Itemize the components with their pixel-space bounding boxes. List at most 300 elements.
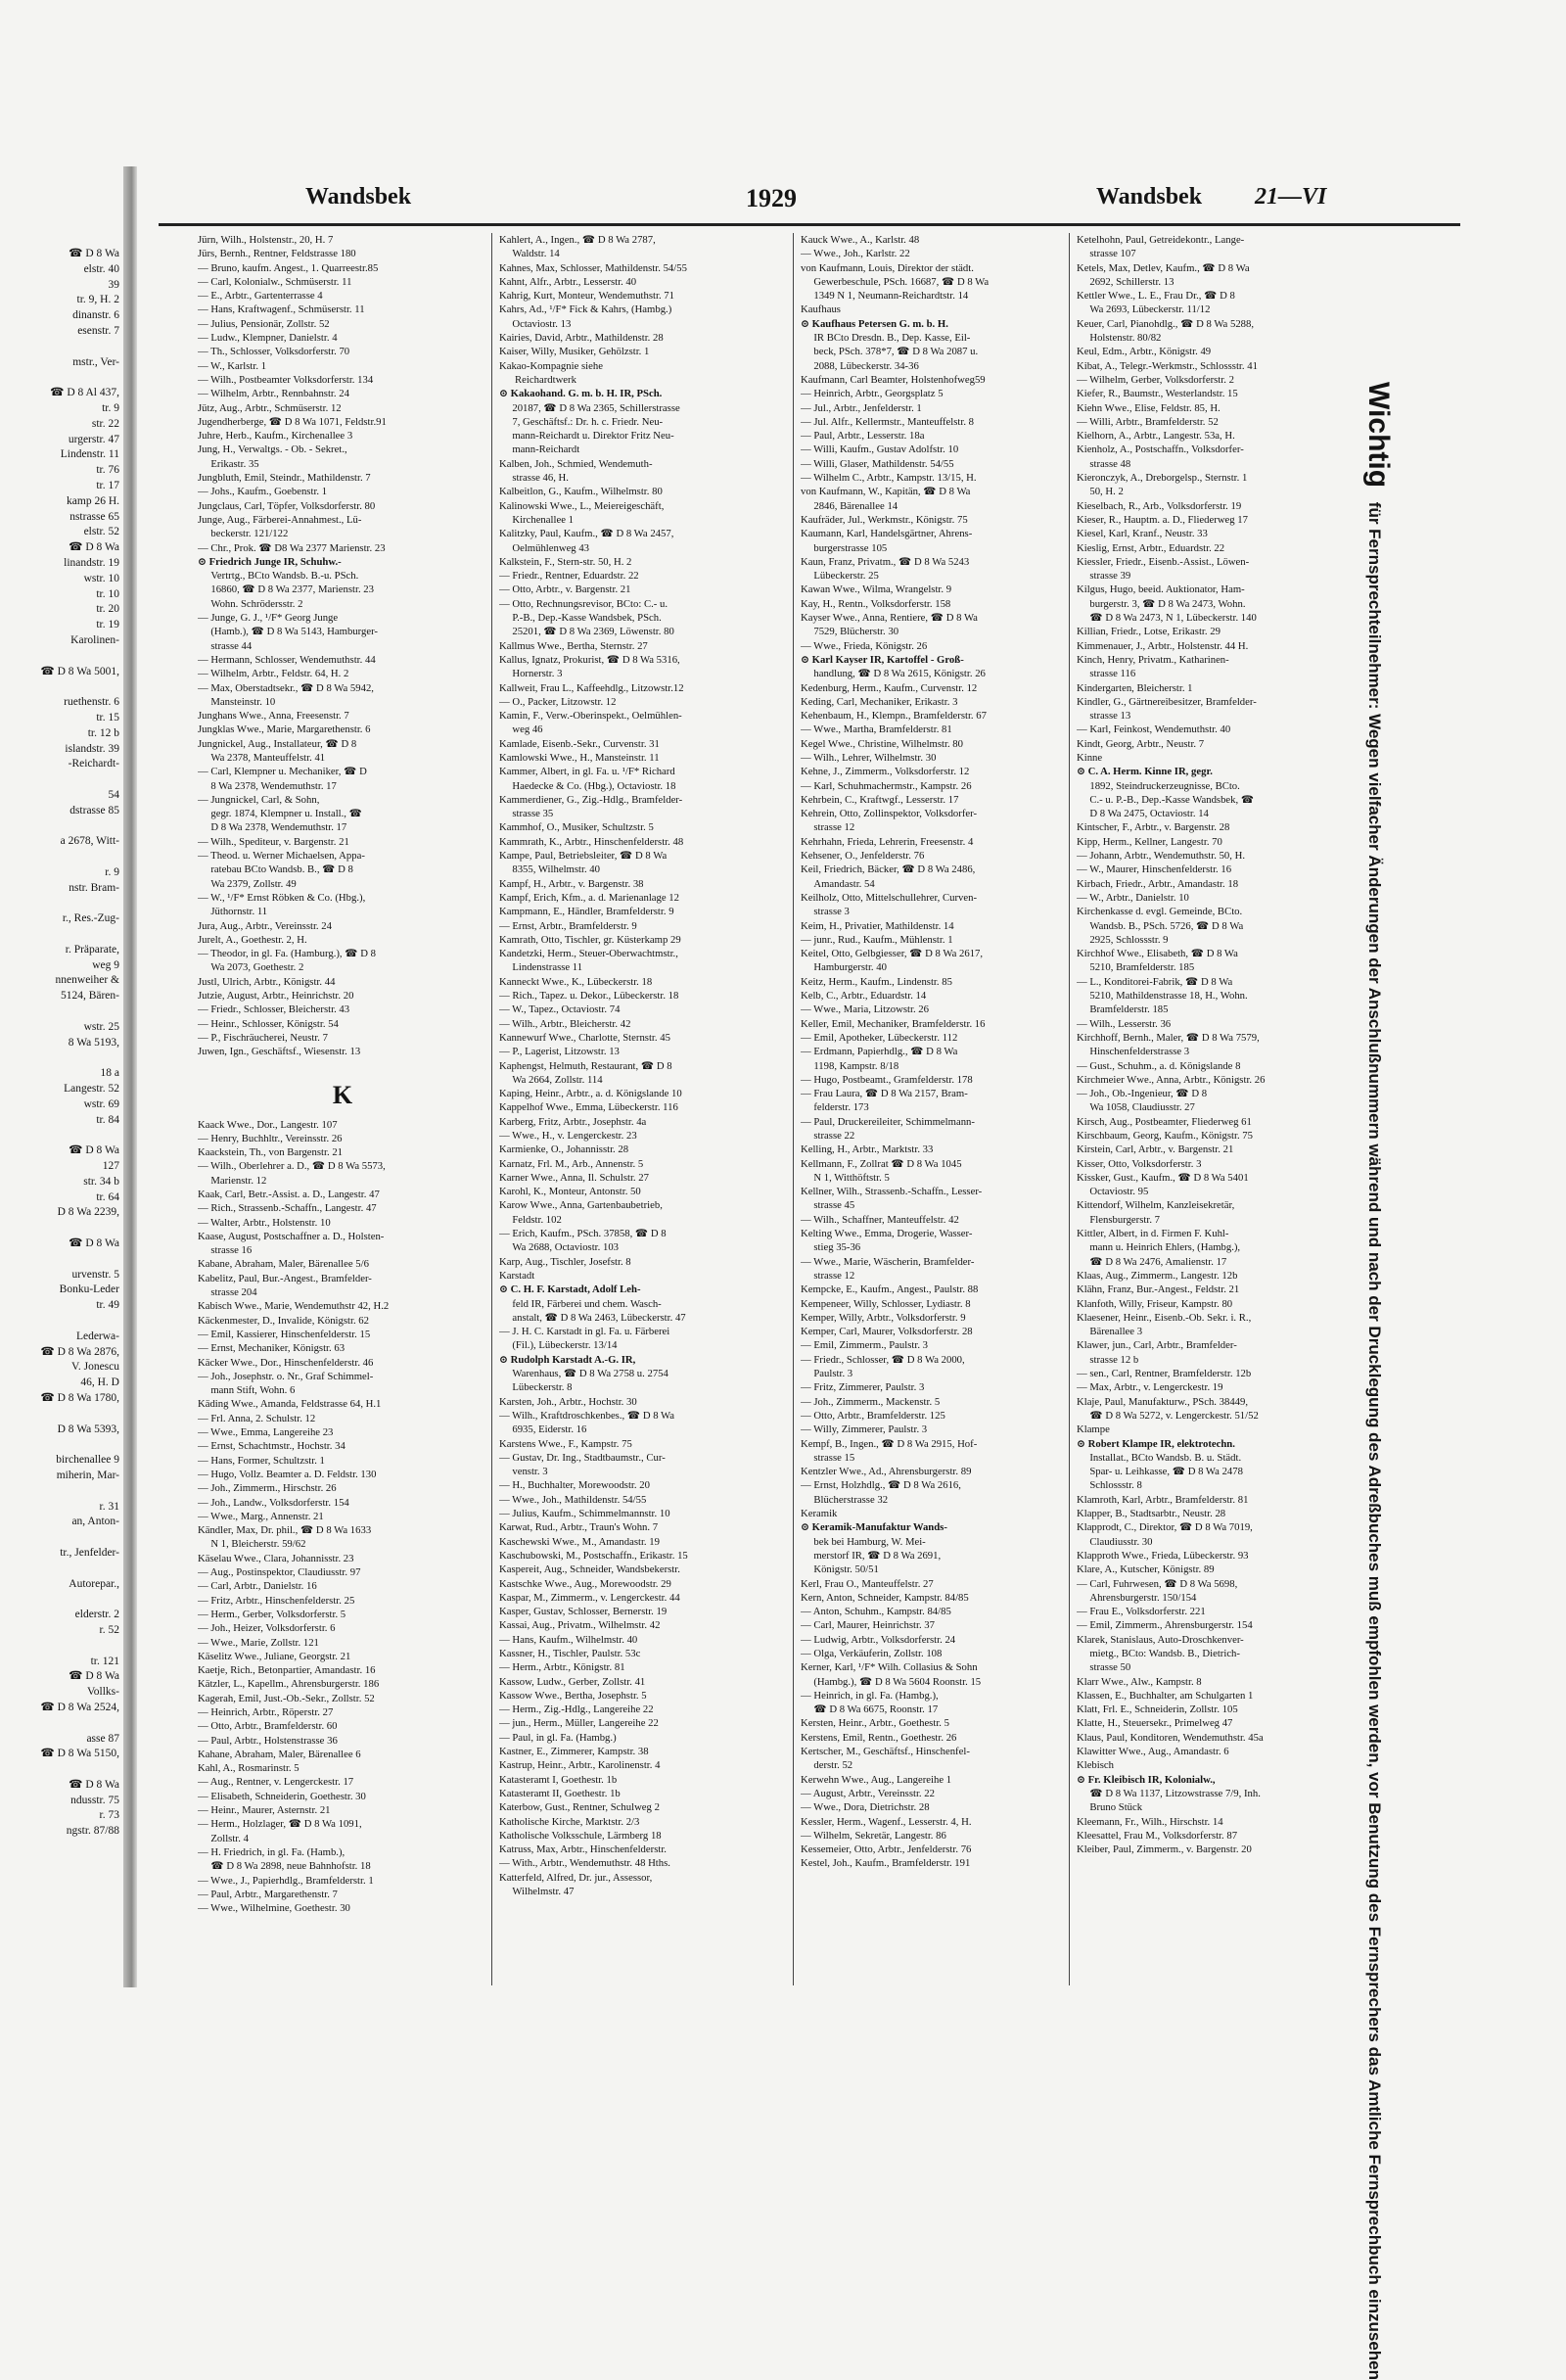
directory-entry-line: stieg 35-36 bbox=[801, 1241, 861, 1254]
column-divider bbox=[793, 233, 794, 1985]
directory-entry-line: — Hans, Kaufm., Wilhelmstr. 40 bbox=[499, 1633, 638, 1646]
left-fragment-line: islandstr. 39 bbox=[65, 742, 119, 755]
directory-entry-line: — Herm., Zig.-Hdlg., Langereihe 22 bbox=[499, 1703, 654, 1716]
directory-entry-line: Kehne, J., Zimmerm., Volksdorferstr. 12 bbox=[801, 766, 970, 778]
directory-entry-line: — Wwe., Marie, Zollstr. 121 bbox=[198, 1636, 319, 1649]
directory-entry-line: Kehrbein, C., Kraftwgf., Lesserstr. 17 bbox=[801, 793, 959, 806]
directory-entry-line: Kersten, Heinr., Arbtr., Goethestr. 5 bbox=[801, 1717, 949, 1730]
left-fragment-line: tr. 76 bbox=[96, 464, 119, 477]
directory-entry-line: — Joh., Zimmerm., Hirschstr. 26 bbox=[198, 1482, 337, 1495]
left-fragment-line bbox=[0, 649, 119, 665]
header-city-right: Wandsbek bbox=[1096, 184, 1203, 210]
directory-entry-line: Kabisch Wwe., Marie, Wendemuthstr 42, H.2 bbox=[198, 1300, 390, 1313]
column-divider bbox=[491, 233, 492, 1985]
directory-entry-line: — Th., Schlosser, Volksdorferstr. 70 bbox=[198, 346, 350, 358]
directory-entry-line: Kastner, E., Zimmerer, Kampstr. 38 bbox=[499, 1746, 649, 1758]
left-fragment-line: tr. 64 bbox=[96, 1190, 119, 1203]
directory-entry-line: Kehrhahn, Frieda, Lehrerin, Freesenstr. 4 bbox=[801, 835, 974, 848]
directory-entry-line: Kalitzky, Paul, Kaufm., ☎ D 8 Wa 2457, bbox=[499, 528, 674, 540]
directory-entry-line: Justl, Ulrich, Arbtr., Königstr. 44 bbox=[198, 975, 336, 988]
directory-entry-line: Jürn, Wilh., Holstenstr., 20, H. 7 bbox=[198, 234, 334, 246]
directory-entry-line: Kaak, Carl, Betr.-Assist. a. D., Langestr. 47 bbox=[198, 1189, 380, 1200]
directory-entry-line: — Wilh., Oberlehrer a. D., ☎ D 8 Wa 5573, bbox=[198, 1160, 386, 1173]
directory-entry-line: Kiefer, R., Baumstr., Westerlandstr. 15 bbox=[1077, 388, 1238, 400]
directory-entry-line: 6935, Eiderstr. 16 bbox=[499, 1423, 587, 1436]
directory-entry-line: — Wwe., Marg., Annenstr. 21 bbox=[198, 1510, 324, 1522]
directory-entry-line: strasse 15 bbox=[801, 1451, 855, 1464]
directory-entry-line: strasse 107 bbox=[1077, 248, 1136, 260]
left-fragment-line: 8 Wa 5193, bbox=[68, 1036, 119, 1049]
left-fragment-line: r. 9 bbox=[105, 865, 119, 878]
directory-entry-line: Jütz, Aug., Arbtr., Schmüserstr. 12 bbox=[198, 401, 342, 414]
left-fragment-line: r. 52 bbox=[99, 1623, 119, 1636]
directory-entry-line: burgerstr. 3, ☎ D 8 Wa 2473, Wohn. bbox=[1077, 597, 1246, 610]
left-fragment-line: r., Res.-Zug- bbox=[62, 912, 119, 925]
directory-entry-line: — Max, Oberstadtsekr., ☎ D 8 Wa 5942, bbox=[198, 681, 374, 694]
directory-entry-line: — Wwe., J., Papierhdlg., Bramfelderstr. 1 bbox=[198, 1874, 374, 1887]
left-fragment-line: an, Anton- bbox=[71, 1516, 119, 1528]
directory-entry-line: Mansteinstr. 10 bbox=[198, 695, 276, 708]
directory-entry-line: Kabane, Abraham, Maler, Bärenallee 5/6 bbox=[198, 1258, 369, 1271]
left-fragment-line bbox=[0, 1484, 119, 1500]
directory-entry-line: Kagerah, Emil, Just.-Ob.-Sekr., Zollstr. 52 bbox=[198, 1692, 375, 1704]
directory-entry-line: Karner Wwe., Anna, Il. Schulstr. 27 bbox=[499, 1171, 649, 1184]
directory-entry-line: 8355, Wilhelmstr. 40 bbox=[499, 863, 600, 876]
directory-entry-line: Keil, Friedrich, Bäcker, ☎ D 8 Wa 2486, bbox=[801, 863, 976, 876]
directory-entry-line: 2692, Schillerstr. 13 bbox=[1077, 275, 1174, 288]
directory-entry-line: — W., Tapez., Octaviostr. 74 bbox=[499, 1003, 621, 1016]
directory-entry-line: — Wilhelm, Sekretär, Langestr. 86 bbox=[801, 1829, 946, 1842]
left-fragment-line bbox=[0, 1716, 119, 1732]
directory-entry-line: Lübeckerstr. 25 bbox=[801, 570, 879, 583]
directory-entry-line: anstalt, ☎ D 8 Wa 2463, Lübeckerstr. 47 bbox=[499, 1311, 686, 1324]
left-fragment-line bbox=[0, 370, 119, 386]
directory-entry-line: Kabelitz, Paul, Bur.-Angest., Bramfelder- bbox=[198, 1272, 372, 1284]
directory-entry-line: Kassai, Aug., Privatm., Wilhelmstr. 42 bbox=[499, 1619, 661, 1632]
directory-entry-line: Kaspereit, Aug., Schneider, Wandsbekerstr. bbox=[499, 1563, 680, 1576]
directory-entry-line: Kessemeier, Otto, Arbtr., Jenfelderstr. 76 bbox=[801, 1843, 972, 1856]
directory-entry-line: Junge, Aug., Färberei-Annahmest., Lü- bbox=[198, 513, 362, 526]
directory-entry-line: Jürs, Bernh., Rentner, Feldstrasse 180 bbox=[198, 248, 356, 260]
directory-entry-line: — Wilh., Spediteur, v. Bargenstr. 21 bbox=[198, 835, 349, 848]
directory-entry-line: Karow Wwe., Anna, Gartenbaubetrieb, bbox=[499, 1199, 663, 1212]
directory-entry-line: Paulstr. 3 bbox=[801, 1368, 853, 1380]
directory-entry-line: — Karl, Feinkost, Wendemuthstr. 40 bbox=[1077, 723, 1231, 736]
directory-entry-line: — L., Konditorei-Fabrik, ☎ D 8 Wa bbox=[1077, 975, 1233, 988]
left-fragment-line: ☎ D 8 Wa bbox=[69, 248, 119, 259]
directory-entry-line: — Frau E., Volksdorferstr. 221 bbox=[1077, 1606, 1206, 1618]
left-fragment-line: tr. 10 bbox=[96, 587, 119, 600]
directory-entry-line: Kleesattel, Frau M., Volksdorferstr. 87 bbox=[1077, 1829, 1238, 1842]
directory-entry-line: — Wwe., Dora, Dietrichstr. 28 bbox=[801, 1801, 930, 1814]
directory-entry-line: — Emil, Zimmerm., Paulstr. 3 bbox=[801, 1339, 929, 1352]
directory-entry-line: — Wilh., Kraftdroschkenbes., ☎ D 8 Wa bbox=[499, 1409, 675, 1422]
directory-entry-line: Kaiser, Willy, Musiker, Gehölzstr. 1 bbox=[499, 346, 650, 358]
directory-entry-line: Kerwehn Wwe., Aug., Langereihe 1 bbox=[801, 1773, 952, 1786]
directory-entry-line: Keuer, Carl, Pianohdlg., ☎ D 8 Wa 5288, bbox=[1077, 317, 1255, 330]
directory-entry-line: — Olga, Verkäuferin, Zollstr. 108 bbox=[801, 1647, 943, 1659]
directory-entry-line: — Erdmann, Papierhdlg., ☎ D 8 Wa bbox=[801, 1046, 958, 1058]
directory-entry-line: ⊙ Robert Klampe IR, elektrotechn. bbox=[1077, 1437, 1235, 1450]
directory-entry-line: Wa 1058, Claudiusstr. 27 bbox=[1077, 1101, 1195, 1114]
directory-entry-line: strasse 13 bbox=[1077, 710, 1131, 723]
directory-entry-line: Kahrs, Ad., ¹/F* Fick & Kahrs, (Hambg.) bbox=[499, 303, 672, 316]
directory-entry-line: merstorf IR, ☎ D 8 Wa 2691, bbox=[801, 1549, 942, 1562]
directory-entry-line: — Herm., Holzlager, ☎ D 8 Wa 1091, bbox=[198, 1818, 362, 1831]
left-fragment-line: nnenweiher & bbox=[55, 974, 119, 987]
directory-entry-line: — Fritz, Arbtr., Hinschenfelderstr. 25 bbox=[198, 1594, 355, 1607]
directory-entry-line: Kelling, H., Arbtr., Marktstr. 33 bbox=[801, 1143, 934, 1156]
directory-entry-line: Killian, Friedr., Lotse, Erikastr. 29 bbox=[1077, 626, 1221, 638]
directory-entry-line: ☎ D 8 Wa 2898, neue Bahnhofstr. 18 bbox=[198, 1860, 371, 1873]
directory-entry-line: ☎ D 8 Wa 5272, v. Lengerckestr. 51/52 bbox=[1077, 1409, 1259, 1422]
directory-entry-line: 1892, Steindruckerzeugnisse, BCto. bbox=[1077, 779, 1240, 792]
directory-entry-line: mann u. Heinrich Ehlers, (Hambg.), bbox=[1077, 1241, 1241, 1254]
directory-entry-line: Bruno Stück bbox=[1077, 1801, 1143, 1814]
directory-entry-line: ⊙ Karl Kayser IR, Kartoffel - Groß- bbox=[801, 653, 964, 666]
directory-entry-line: P.-B., Dep.-Kasse Wandsbek, PSch. bbox=[499, 612, 662, 625]
directory-entry-line: Junghans Wwe., Anna, Freesenstr. 7 bbox=[198, 710, 349, 723]
directory-entry-line: D 8 Wa 2378, Wendemuthstr. 17 bbox=[198, 821, 347, 834]
directory-entry-line: Kassner, H., Tischler, Paulstr. 53c bbox=[499, 1647, 641, 1659]
directory-entry-line: Jurelt, A., Goethestr. 2, H. bbox=[198, 933, 307, 946]
directory-entry-line: Karsten, Joh., Arbtr., Hochstr. 30 bbox=[499, 1395, 637, 1408]
directory-entry-line: Kirsch, Aug., Postbeamter, Fliederweg 61 bbox=[1077, 1115, 1252, 1128]
left-fragment-line: esenstr. 7 bbox=[77, 324, 119, 337]
book-gutter bbox=[123, 166, 137, 1987]
directory-entry-line: Kaack Wwe., Dor., Langestr. 107 bbox=[198, 1118, 338, 1131]
directory-entry-line: Jugendherberge, ☎ D 8 Wa 1071, Feldstr.91 bbox=[198, 415, 387, 428]
directory-entry-line: — Ernst, Arbtr., Bramfelderstr. 9 bbox=[499, 919, 637, 932]
directory-entry-line: mietg., BCto: Wandsb. B., Dietrich- bbox=[1077, 1647, 1240, 1659]
directory-entry-line: Katerbow, Gust., Rentner, Schulweg 2 bbox=[499, 1801, 660, 1814]
directory-entry-line: Klapproth Wwe., Frieda, Lübeckerstr. 93 bbox=[1077, 1549, 1249, 1562]
directory-entry-line: Kahrig, Kurt, Monteur, Wendemuthstr. 71 bbox=[499, 290, 674, 303]
directory-entry-line: Kelb, C., Arbtr., Eduardstr. 14 bbox=[801, 990, 927, 1003]
directory-entry-line: Kaschubowski, M., Postschaffn., Erikastr. 15 bbox=[499, 1549, 688, 1562]
directory-entry-line: Kempeneer, Willy, Schlosser, Lydiastr. 8 bbox=[801, 1297, 971, 1310]
directory-entry-line: — Frau Laura, ☎ D 8 Wa 2157, Bram- bbox=[801, 1088, 968, 1100]
directory-entry-line: Keul, Edm., Arbtr., Königstr. 49 bbox=[1077, 346, 1212, 358]
directory-entry-line: 25201, ☎ D 8 Wa 2369, Löwenstr. 80 bbox=[499, 626, 674, 638]
left-fragment-line: Bonku-Leder bbox=[59, 1283, 119, 1296]
left-fragment-line: ☎ D 8 Wa bbox=[69, 1670, 119, 1683]
left-fragment-line: ☎ D 8 Wa bbox=[69, 1778, 119, 1791]
left-fragment-line: dinanstr. 6 bbox=[72, 309, 119, 322]
directory-entry-line: Kehrein, Otto, Zollinspektor, Volksdorfer- bbox=[801, 808, 978, 820]
directory-entry-line: Kampmann, E., Händler, Bramfelderstr. 9 bbox=[499, 906, 674, 918]
directory-entry-line: — Emil, Apotheker, Lübeckerstr. 112 bbox=[801, 1031, 958, 1044]
directory-entry-line: strasse 116 bbox=[1077, 668, 1136, 680]
directory-entry-line: — Friedr., Schlosser, ☎ D 8 Wa 2000, bbox=[801, 1353, 965, 1366]
left-fragment-line: miherin, Mar- bbox=[56, 1469, 119, 1481]
directory-entry-line: Kawan Wwe., Wilma, Wrangelstr. 9 bbox=[801, 583, 952, 596]
left-fragment-line: ngstr. 87/88 bbox=[66, 1825, 119, 1838]
directory-entry-line: Klaus, Paul, Konditoren, Wendemuthstr. 45a bbox=[1077, 1731, 1264, 1744]
directory-entry-line: Kanneckt Wwe., K., Lübeckerstr. 18 bbox=[499, 975, 653, 988]
directory-entry-line: strasse 39 bbox=[1077, 570, 1131, 583]
directory-entry-line: — Joh., Zimmerm., Mackenstr. 5 bbox=[801, 1395, 941, 1408]
directory-entry-line: Kinne bbox=[1077, 751, 1103, 764]
directory-entry-line: — Erich, Kaufm., PSch. 37858, ☎ D 8 bbox=[499, 1228, 667, 1240]
directory-entry-line: — Fritz, Zimmerer, Paulstr. 3 bbox=[801, 1381, 925, 1394]
directory-entry-line: Lübeckerstr. 8 bbox=[499, 1381, 573, 1394]
directory-entry-line: Kaschewski Wwe., M., Amandastr. 19 bbox=[499, 1535, 660, 1548]
left-fragment-line: ndusstr. 75 bbox=[70, 1794, 119, 1806]
directory-entry-line: — Wilh., Postbeamter Volksdorferstr. 134 bbox=[198, 373, 374, 386]
directory-entry-line: — Rich., Tapez. u. Dekor., Lübeckerstr. 18 bbox=[499, 990, 679, 1003]
directory-entry-line: Karmienke, O., Johannisstr. 28 bbox=[499, 1143, 629, 1156]
directory-entry-line: Käselitz Wwe., Juliane, Georgstr. 21 bbox=[198, 1650, 351, 1662]
directory-entry-line: Klassen, E., Buchhalter, am Schulgarten 1 bbox=[1077, 1689, 1254, 1702]
left-fragment-line: r. 73 bbox=[99, 1809, 119, 1822]
directory-entry-line: — Karl, Schuhmachermstr., Kampstr. 26 bbox=[801, 779, 972, 792]
directory-entry-line: Vertrtg., BCto Wandsb. B.-u. PSch. bbox=[198, 570, 359, 583]
directory-entry-line: Schlossstr. 8 bbox=[1077, 1479, 1142, 1492]
directory-entry-line: — Theod. u. Werner Michaelsen, Appa- bbox=[198, 850, 365, 863]
directory-entry-line: Karberg, Fritz, Arbtr., Josephstr. 4a bbox=[499, 1115, 647, 1128]
left-fragment-line: wstr. 69 bbox=[83, 1097, 119, 1110]
directory-entry-line: ☎ D 8 Wa 2476, Amalienstr. 17 bbox=[1077, 1255, 1227, 1268]
directory-entry-line: Feldstr. 102 bbox=[499, 1213, 562, 1226]
directory-entry-line: — H., Buchhalter, Morewoodstr. 20 bbox=[499, 1479, 650, 1492]
directory-entry-line: 5210, Mathildenstrasse 18, H., Wohn. bbox=[1077, 990, 1248, 1003]
directory-entry-line: venstr. 3 bbox=[499, 1466, 548, 1478]
directory-entry-line: Keramik bbox=[801, 1508, 838, 1520]
directory-entry-line: (Fil.), Lübeckerstr. 13/14 bbox=[499, 1339, 618, 1352]
directory-entry-line: Jungklas Wwe., Marie, Margarethenstr. 6 bbox=[198, 723, 371, 736]
directory-entry-line: ☎ D 8 Wa 6675, Roonstr. 17 bbox=[801, 1703, 939, 1716]
directory-page bbox=[159, 147, 1460, 2007]
directory-entry-line: — Carl, Arbtr., Danielstr. 16 bbox=[198, 1580, 317, 1593]
directory-entry-line: Kaun, Franz, Privatm., ☎ D 8 Wa 5243 bbox=[801, 555, 970, 568]
left-fragment-line: kamp 26 H. bbox=[67, 494, 119, 507]
directory-entry-line: Wa 2664, Zollstr. 114 bbox=[499, 1073, 603, 1086]
directory-entry-line: — Rich., Strassenb.-Schaffn., Langestr. 47 bbox=[198, 1202, 377, 1215]
directory-entry-line: strasse 50 bbox=[1077, 1661, 1131, 1674]
directory-entry-line: Kalkstein, F., Stern-str. 50, H. 2 bbox=[499, 555, 632, 568]
directory-entry-line: Jüthornstr. 11 bbox=[198, 906, 268, 918]
directory-entry-line: Kirchmeier Wwe., Anna, Arbtr., Königstr. 26 bbox=[1077, 1073, 1266, 1086]
directory-entry-line: strasse 35 bbox=[499, 808, 554, 820]
directory-entry-line: 1349 N 1, Neumann-Reichardtstr. 14 bbox=[801, 290, 969, 303]
directory-entry-line: 1198, Kampstr. 8/18 bbox=[801, 1059, 899, 1072]
directory-entry-line: — Bruno, kaufm. Angest., 1. Quarreestr.85 bbox=[198, 261, 379, 274]
directory-entry-line: Karwat, Rud., Arbtr., Traun's Wohn. 7 bbox=[499, 1521, 659, 1534]
directory-entry-line: Kalinowski Wwe., L., Meiereigeschäft, bbox=[499, 499, 665, 512]
spacer bbox=[198, 1059, 487, 1073]
directory-entry-line: — Wilh., Arbtr., Bleicherstr. 42 bbox=[499, 1017, 631, 1030]
directory-entry-line: Katruss, Max, Arbtr., Hinschenfelderstr. bbox=[499, 1843, 667, 1856]
left-fragment-line bbox=[0, 1314, 119, 1330]
directory-entry-line: Wohn. Schrödersstr. 2 bbox=[198, 597, 303, 610]
directory-entry-line: Kemper, Carl, Maurer, Volksdorferstr. 28 bbox=[801, 1326, 973, 1338]
left-fragment-line: wstr. 25 bbox=[83, 1020, 119, 1033]
directory-entry-line: — Hugo, Postbeamt., Gramfelderstr. 178 bbox=[801, 1073, 973, 1086]
left-fragment-line: tr. 121 bbox=[90, 1655, 119, 1667]
directory-entry-line: Klähn, Franz, Bur.-Angest., Feldstr. 21 bbox=[1077, 1283, 1240, 1296]
left-fragment-line: ☎ D 8 Wa 5001, bbox=[40, 665, 119, 677]
directory-entry-line: Claudiusstr. 30 bbox=[1077, 1535, 1153, 1548]
directory-entry-line: Kirschbaum, Georg, Kaufm., Königstr. 75 bbox=[1077, 1130, 1253, 1142]
directory-entry-line: Kaase, August, Postschaffner a. D., Holsten- bbox=[198, 1230, 385, 1242]
directory-entry-line: 7, Geschäftsf.: Dr. h. c. Friedr. Neu- bbox=[499, 415, 664, 428]
directory-entry-line: Kallweit, Frau L., Kaffeehdlg., Litzowstr.12 bbox=[499, 681, 684, 694]
directory-entry-line: 5210, Bramfelderstr. 185 bbox=[1077, 961, 1195, 974]
directory-entry-line: strasse 12 b bbox=[1077, 1353, 1139, 1366]
directory-entry-line: Kittendorf, Wilhelm, Kanzleisekretär, bbox=[1077, 1199, 1235, 1212]
directory-entry-line: Kamin, F., Verw.-Oberinspekt., Oelmühlen- bbox=[499, 710, 682, 723]
left-fragment-line: ☎ D 8 Al 437, bbox=[50, 387, 119, 399]
directory-entry-line: Jungnickel, Aug., Installateur, ☎ D 8 bbox=[198, 737, 357, 750]
directory-entry-line: — Ludw., Klempner, Danielstr. 4 bbox=[198, 332, 338, 345]
left-fragment-line: D 8 Wa 2239, bbox=[57, 1206, 119, 1219]
directory-entry-line: — jun., Herm., Müller, Langereihe 22 bbox=[499, 1717, 659, 1730]
directory-entry-line: strasse 45 bbox=[801, 1199, 855, 1212]
directory-entry-line: — Walter, Arbtr., Holstenstr. 10 bbox=[198, 1216, 331, 1229]
directory-entry-line: Marienstr. 12 bbox=[198, 1174, 267, 1187]
directory-entry-line: ⊙ Keramik-Manufaktur Wands- bbox=[801, 1521, 947, 1534]
directory-entry-line: Keitz, Herm., Kaufm., Lindenstr. 85 bbox=[801, 975, 952, 988]
directory-entry-line: gegr. 1874, Klempner u. Install., ☎ bbox=[198, 808, 362, 820]
directory-entry-line: strasse 16 bbox=[198, 1244, 253, 1257]
left-fragment-line: urgerstr. 47 bbox=[68, 433, 119, 445]
left-fragment-line bbox=[0, 1407, 119, 1423]
directory-entry-line: Kegel Wwe., Christine, Wilhelmstr. 80 bbox=[801, 737, 963, 750]
directory-entry-line: — Otto, Arbtr., Bramfelderstr. 60 bbox=[198, 1720, 338, 1733]
directory-entry-line: Wilhelmstr. 47 bbox=[499, 1886, 575, 1898]
left-fragment-line: 39 bbox=[108, 278, 119, 291]
directory-entry-line: Kahnt, Alfr., Arbtr., Lesserstr. 40 bbox=[499, 275, 637, 288]
directory-entry-line: Kammrath, K., Arbtr., Hinschenfelderstr. 48 bbox=[499, 835, 684, 848]
directory-entry-line: ⊙ Friedrich Junge IR, Schuhw.- bbox=[198, 555, 342, 568]
directory-entry-line: mann-Reichardt bbox=[499, 443, 580, 456]
directory-entry-line: — Ernst, Holzhdlg., ☎ D 8 Wa 2616, bbox=[801, 1479, 961, 1492]
directory-entry-line: Kehsener, O., Jenfelderstr. 76 bbox=[801, 850, 925, 863]
directory-entry-line: Ketels, Max, Detlev, Kaufm., ☎ D 8 Wa bbox=[1077, 261, 1250, 274]
directory-entry-line: — Otto, Arbtr., v. Bargenstr. 21 bbox=[499, 583, 631, 596]
left-fragment-line: ☎ D 8 Wa 5150, bbox=[40, 1748, 119, 1760]
directory-entry-line: — Wilh., Lehrer, Wilhelmstr. 30 bbox=[801, 751, 937, 764]
left-fragment-line: -Reichardt- bbox=[68, 758, 119, 770]
directory-entry-line: — With., Arbtr., Wendemuthstr. 48 Hths. bbox=[499, 1857, 670, 1870]
directory-entry-line: 7529, Blücherstr. 30 bbox=[801, 626, 899, 638]
directory-entry-line: Kestel, Joh., Kaufm., Bramfelderstr. 191 bbox=[801, 1857, 971, 1870]
directory-entry-line: Kern, Anton, Schneider, Kampstr. 84/85 bbox=[801, 1591, 969, 1604]
directory-entry-line: — Ernst, Schachtmstr., Hochstr. 34 bbox=[198, 1440, 345, 1453]
directory-entry-line: — W., Karlstr. 1 bbox=[198, 359, 267, 372]
left-fragment-line: weg 9 bbox=[92, 958, 119, 971]
directory-entry-line: — Heinr., Schlosser, Königstr. 54 bbox=[198, 1017, 339, 1030]
directory-entry-line: Kamlade, Eisenb.-Sekr., Curvenstr. 31 bbox=[499, 737, 660, 750]
column-divider bbox=[1069, 233, 1070, 1985]
left-fragment-line: Karolinen- bbox=[70, 633, 119, 646]
directory-entry-line: — Joh., Landw., Volksdorferstr. 154 bbox=[198, 1496, 349, 1509]
directory-entry-line: — W., Arbtr., Danielstr. 10 bbox=[1077, 891, 1189, 904]
left-fragment-line bbox=[0, 1762, 119, 1778]
directory-entry-line: — Otto, Rechnungsrevisor, BCto: C.- u. bbox=[499, 597, 668, 610]
directory-entry-line: Kisser, Otto, Volksdorferstr. 3 bbox=[1077, 1157, 1202, 1170]
directory-entry-line: Kintscher, F., Arbtr., v. Bargenstr. 28 bbox=[1077, 821, 1230, 834]
directory-entry-line: Kieronczyk, A., Dreborgelsp., Sternstr. 1 bbox=[1077, 472, 1248, 485]
directory-entry-line: Kipp, Herm., Kellner, Langestr. 70 bbox=[1077, 835, 1222, 848]
directory-entry-line: — Emil, Zimmerm., Ahrensburgerstr. 154 bbox=[1077, 1619, 1253, 1632]
directory-entry-line: — Wwe., H., v. Lengerckestr. 23 bbox=[499, 1130, 637, 1142]
directory-entry-line: 2088, Lübeckerstr. 34-36 bbox=[801, 359, 919, 372]
directory-entry-line: Klatt, Frl. E., Schneiderin, Zollstr. 105 bbox=[1077, 1703, 1238, 1716]
directory-entry-line: — Joh., Josephstr. o. Nr., Graf Schimmel- bbox=[198, 1370, 374, 1382]
directory-entry-line: mann-Reichardt u. Direktor Fritz Neu- bbox=[499, 430, 674, 443]
directory-entry-line: Kahl, A., Rosmarinstr. 5 bbox=[198, 1762, 299, 1775]
directory-entry-line: strasse 46, H. bbox=[499, 472, 569, 485]
directory-entry-line: ⊙ Kakaohand. G. m. b. H. IR, PSch. bbox=[499, 388, 663, 400]
directory-entry-line: — Heinrich, in gl. Fa. (Hambg.), bbox=[801, 1689, 939, 1702]
left-fragment-line: tr. 20 bbox=[96, 603, 119, 616]
directory-entry-line: Kehenbaum, H., Klempn., Bramfelderstr. 67 bbox=[801, 710, 987, 723]
directory-entry-line: 16860, ☎ D 8 Wa 2377, Marienstr. 23 bbox=[198, 583, 374, 596]
left-fragment-line: V. Jonescu bbox=[71, 1361, 119, 1374]
directory-entry-line: Erikastr. 35 bbox=[198, 457, 259, 470]
section-letter: K bbox=[332, 1080, 353, 1109]
directory-entry-line: Kammer, Albert, in gl. Fa. u. ¹/F* Richard bbox=[499, 766, 675, 778]
directory-entry-line: — Willy, Zimmerer, Paulstr. 3 bbox=[801, 1423, 928, 1436]
directory-entry-line: — W., ¹/F* Ernst Röbken & Co. (Hbg.), bbox=[198, 891, 366, 904]
directory-entry-line: Kerstens, Emil, Rentn., Goethestr. 26 bbox=[801, 1731, 957, 1744]
directory-entry-line: strasse 3 bbox=[801, 906, 850, 918]
directory-entry-line: Klarr Wwe., Alw., Kampstr. 8 bbox=[1077, 1675, 1202, 1688]
directory-entry-line: — Wwe., Frieda, Königstr. 26 bbox=[801, 639, 928, 652]
left-fragment-line: 18 a bbox=[100, 1067, 119, 1080]
directory-entry-line: ⊙ C. H. F. Karstadt, Adolf Leh- bbox=[499, 1283, 641, 1296]
left-fragment-line: Lederwa- bbox=[75, 1330, 119, 1342]
left-fragment-line: r. Präparate, bbox=[65, 943, 119, 956]
directory-entry-line: Katterfeld, Alfred, Dr. jur., Assessor, bbox=[499, 1871, 653, 1884]
directory-entry-line: Kaping, Heinr., Arbtr., a. d. Königslande 10 bbox=[499, 1088, 682, 1100]
directory-entry-line: Warenhaus, ☎ D 8 Wa 2758 u. 2754 bbox=[499, 1368, 668, 1380]
directory-entry-line: Kempf, B., Ingen., ☎ D 8 Wa 2915, Hof- bbox=[801, 1437, 978, 1450]
directory-entry-line: Kairies, David, Arbtr., Mathildenstr. 28 bbox=[499, 332, 664, 345]
directory-entry-line: Hinschenfelderstrasse 3 bbox=[1077, 1046, 1190, 1058]
left-fragment-line: D 8 Wa 5393, bbox=[57, 1423, 119, 1435]
directory-entry-line: Kalbeitlon, G., Kaufm., Wilhelmstr. 80 bbox=[499, 486, 663, 498]
directory-entry-line: Kassow Wwe., Bertha, Josephstr. 5 bbox=[499, 1689, 647, 1702]
left-fragment-line bbox=[0, 1437, 119, 1453]
directory-entry-line: Kamrath, Otto, Tischler, gr. Küsterkamp 29 bbox=[499, 933, 681, 946]
left-fragment-line: asse 87 bbox=[86, 1732, 119, 1745]
left-fragment-line: nstrasse 65 bbox=[69, 510, 119, 523]
directory-entry-line: Installat., BCto Wandsb. B. u. Städt. bbox=[1077, 1451, 1242, 1464]
directory-entry-line: felderstr. 173 bbox=[801, 1101, 869, 1114]
directory-entry-line: ☎ D 8 Wa 2473, N 1, Lübeckerstr. 140 bbox=[1077, 612, 1257, 625]
directory-entry-line: Katholische Volksschule, Lärmberg 18 bbox=[499, 1829, 662, 1842]
left-fragment-line bbox=[0, 1592, 119, 1608]
directory-entry-line: — Wilh., Lesserstr. 36 bbox=[1077, 1017, 1172, 1030]
directory-entry-line: — H. Friedrich, in gl. Fa. (Hamb.), bbox=[198, 1845, 345, 1858]
directory-entry-line: Klebisch bbox=[1077, 1759, 1114, 1772]
directory-entry-line: Blücherstrasse 32 bbox=[801, 1493, 889, 1506]
directory-entry-line: Kändler, Max, Dr. phil., ☎ D 8 Wa 1633 bbox=[198, 1524, 372, 1537]
directory-entry-line: — Carl, Klempner u. Mechaniker, ☎ D bbox=[198, 766, 367, 778]
left-page-strip bbox=[0, 166, 137, 1987]
directory-entry-line: — Paul, Arbtr., Margarethenstr. 7 bbox=[198, 1888, 338, 1900]
left-fragment-line: ☎ D 8 Wa bbox=[69, 1144, 119, 1157]
directory-entry-line: Oelmühlenweg 43 bbox=[499, 541, 590, 554]
directory-entry-line: Klawer, jun., Carl, Arbtr., Bramfelder- bbox=[1077, 1339, 1237, 1352]
directory-entry-line: Wa 2378, Manteuffelstr. 41 bbox=[198, 751, 326, 764]
directory-entry-line: — Emil, Kassierer, Hinschenfelderstr. 15 bbox=[198, 1328, 371, 1340]
directory-entry-line: Kelting Wwe., Emma, Drogerie, Wasser- bbox=[801, 1228, 973, 1240]
directory-entry-line: Kamlowski Wwe., H., Mansteinstr. 11 bbox=[499, 751, 660, 764]
